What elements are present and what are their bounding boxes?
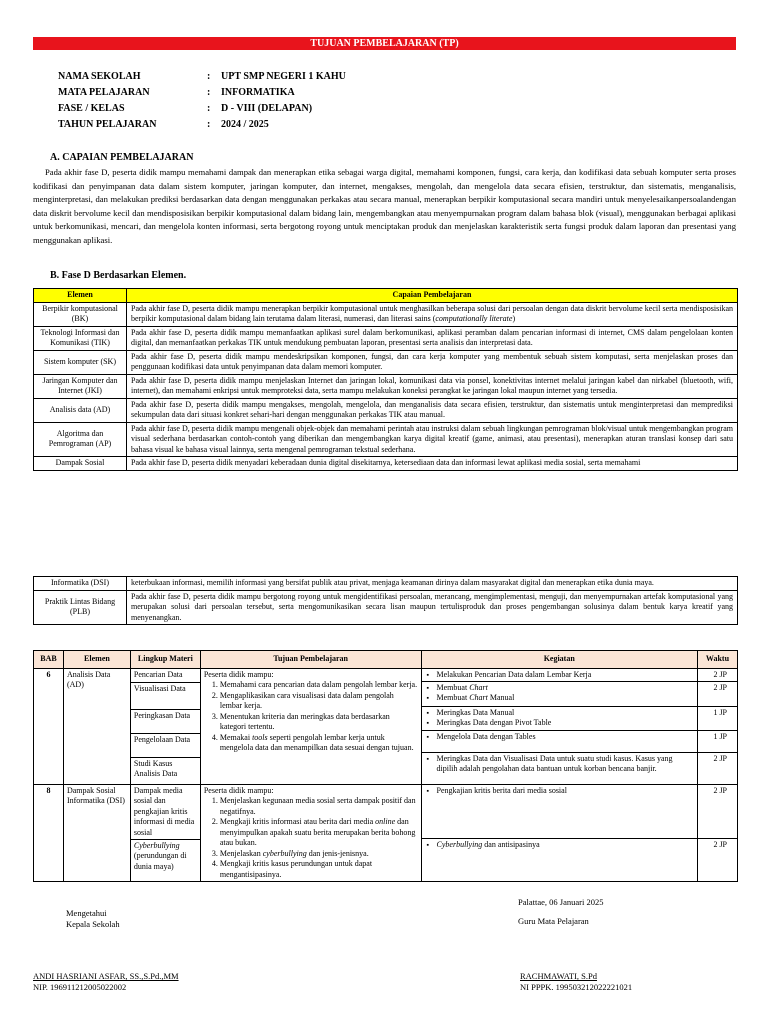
column-header-lingkup: Lingkup Materi [130, 651, 200, 669]
principal-signature-block [33, 971, 179, 993]
info-value: INFORMATIKA [221, 87, 295, 98]
capaian-cell: Pada akhir fase D, peserta didik mampu mendeskripsikan komponen, fungsi, dan cara kerja komputer yang membentuk sebuah sistem komputasi, serta menjelaskan proses dan penggunaan kodifikasi data untuk penyimpanan data dalam memori komputer. [127, 350, 738, 374]
elemen-cell: Berpikir komputasional (BK) [34, 302, 127, 326]
tujuan-list [204, 796, 418, 880]
tujuan-intro: Peserta didik mampu: [203, 669, 274, 679]
kegiatan-item [437, 683, 694, 694]
kegiatan-item: ▪ Mengelola Data dengan Tables [437, 732, 694, 743]
teacher-signature-block [520, 971, 632, 993]
kegiatan-group [422, 681, 697, 706]
elemen-cell: Teknologi Informasi dan Komunikasi (TIK) [34, 326, 127, 350]
column-header-waktu: Waktu [697, 651, 737, 669]
lingkup-item [131, 839, 200, 874]
kegiatan-item: ▪ Meringkas Data Manual [437, 708, 694, 719]
kegiatan-item: ▪ Meringkas Data dan Visualisasi Data untuk suatu studi kasus. Kasus yang dipilih adalah pengolahan data bantuan untuk korban bencana banjir. [437, 754, 694, 775]
tujuan-text: dan menyimpulkan apakah suatu berita merupakan berita bohong atau bukan. [219, 817, 416, 847]
capaian-cell [127, 302, 738, 326]
info-row-school [58, 71, 558, 87]
info-row-subject [58, 87, 558, 103]
lingkup-item: Peringkasan Data [131, 709, 200, 733]
table-row [34, 302, 738, 326]
column-header-elemen: Elemen [34, 289, 127, 303]
lingkup-cell [130, 784, 200, 882]
waktu-value: 2 JP [698, 752, 737, 765]
place-date: Palattae, 06 Januari 2025 [518, 897, 604, 907]
tujuan-item: 1. Memahami cara pencarian data dalam pengolah lembar kerja. [220, 680, 418, 691]
table-row [34, 398, 738, 422]
info-separator: : [207, 119, 211, 130]
kegiatan-cell [421, 668, 697, 784]
kegiatan-group [422, 730, 697, 752]
tujuan-text: seperti pengolah lembar kerja untuk mengelola data dan menampilkan data sesuai dengan tujuan. [219, 732, 414, 752]
teacher-nip: NI PPPK. 199503212022221021 [520, 982, 633, 992]
tujuan-intro: Peserta didik mampu: [203, 785, 274, 795]
signature-right [518, 897, 603, 927]
waktu-value: 2 JP [713, 669, 727, 679]
info-label: NAMA SEKOLAH [58, 71, 141, 82]
tujuan-italic: tools [252, 732, 268, 742]
table-row [34, 326, 738, 350]
info-row-phase [58, 103, 558, 119]
tujuan-text: Mengkaji kritis informasi atau berita dari media [219, 817, 376, 826]
teacher-name: RACHMAWATI, S.Pd [520, 971, 598, 981]
capaian-cell: Pada akhir fase D, peserta didik mampu mengenali objek-objek dan memahami perintah atau instruksi dalam sebuah lingkungan pemrograman blok/visual untuk mengembangkan program visual sederhana berdasarkan contoh-contoh yang diberikan dan mengembangkan karya digital kreatif (game, animasi, atau presentasi), menerapkan aturan translasi konsep dari satu bahasa visual ke bahasa visual lainnya, serta mengenal pemrograman tekstual sederhana. [127, 422, 738, 457]
table-row [34, 422, 738, 457]
tujuan-item [220, 817, 418, 849]
column-header-bab: BAB [34, 651, 64, 669]
elemen-cell: Sistem komputer (SK) [34, 350, 127, 374]
elemen-table [33, 288, 738, 471]
kegiatan-italic: Chart [469, 682, 488, 692]
tujuan-italic: online [375, 817, 396, 826]
kegiatan-item [437, 693, 694, 704]
principal-title: Kepala Sekolah [66, 919, 120, 929]
kegiatan-text: Manual [487, 693, 515, 702]
tujuan-item: 4. Mengkaji kritis kasus perundungan untuk dapat mengantisipasinya. [220, 859, 418, 880]
info-label: TAHUN PELAJARAN [58, 119, 157, 130]
table-row [34, 457, 738, 471]
tujuan-item: 3. Menentukan kriteria dan meringkas data berdasarkan kategori tertentu. [220, 712, 418, 733]
capaian-cell: keterbukaan informasi, memilih informasi yang bersifat publik atau privat, menjaga keamanan dirinya dalam masyarakat digital dan menerapkan etika dunia maya. [127, 577, 738, 591]
elemen-cell: Dampak Sosial [34, 457, 127, 471]
tujuan-item: 2. Mengaplikasikan cara visualisasi data dalam pengolah lembar kerja. [220, 691, 418, 712]
lingkup-text: (perundungan di dunia maya) [133, 851, 187, 871]
table-row [34, 577, 738, 591]
kegiatan-group [422, 752, 697, 776]
section-a-heading: A. CAPAIAN PEMBELAJARAN [50, 152, 194, 163]
tujuan-cell [200, 668, 421, 784]
bab-elemen: Analisis Data (AD) [63, 668, 130, 784]
column-header-tujuan: Tujuan Pembelajaran [200, 651, 421, 669]
capaian-cell: Pada akhir fase D, peserta didik mampu menjelaskan Internet dan jaringan lokal, komunikasi data via ponsel, konektivitas internet melalui jaringan kabel dan nirkabel (bluetooth, wifi, internet), dan memahami enkripsi untuk memproteksi data, serta mampu melakukan koneksi perangkat ke jaringan lokal maupun internet yang tersedia. [127, 374, 738, 398]
waktu-value: 1 JP [698, 730, 737, 752]
column-header-capaian: Capaian Pembelajaran [127, 289, 738, 303]
elemen-cell: Praktik Lintas Bidang (PLB) [34, 590, 127, 625]
capaian-cell: Pada akhir fase D, peserta didik mampu memanfaatkan aplikasi surel dalam berkomunikasi, aplikasi peramban dalam pencarian informasi di internet, CMS dalam pengelolaan konten digital, dan memanfaatkan perkakas TIK untuk mendukung pembuatan laporan, presentasi serta analisis dan interpretasi data. [127, 326, 738, 350]
table-header-row [34, 651, 738, 669]
signature-left [66, 908, 120, 930]
info-separator: : [207, 103, 211, 114]
capaian-text-end: ) [512, 314, 516, 323]
info-value: 2024 / 2025 [221, 119, 269, 130]
lingkup-cell [130, 668, 200, 784]
lingkup-item: Studi Kasus Analisis Data [131, 757, 200, 784]
kegiatan-item [437, 840, 694, 851]
waktu-value: 2 JP [698, 681, 737, 706]
page-title: TUJUAN PEMBELAJARAN (TP) [33, 37, 736, 50]
kegiatan-group [422, 838, 697, 851]
kegiatan-group [422, 669, 697, 681]
kegiatan-italic: Cyberbullying [436, 839, 483, 849]
table-row-bab-8 [34, 784, 738, 882]
tujuan-list [204, 680, 418, 754]
kegiatan-text: Membuat [436, 682, 470, 692]
kegiatan-item: ▪ Pengkajian kritis berita dari media sosial [437, 786, 694, 797]
elemen-cell: Jaringan Komputer dan Internet (JKI) [34, 374, 127, 398]
principal-nip: NIP. 196911212005022002 [33, 982, 127, 992]
principal-name: ANDI HASRIANI ASFAR, SS.,S.Pd.,MM [33, 971, 179, 981]
bab-table [33, 650, 738, 882]
section-b-heading: B. Fase D Berdasarkan Elemen. [50, 270, 187, 281]
table-row [34, 374, 738, 398]
waktu-value: 2 JP [713, 785, 727, 795]
lingkup-item: Visualisasi Data [131, 682, 200, 709]
info-separator: : [207, 87, 211, 98]
info-row-year [58, 119, 558, 135]
tujuan-cell [200, 784, 421, 882]
kegiatan-text: dan antisipasinya [482, 839, 540, 849]
info-separator: : [207, 71, 211, 82]
table-header-row [34, 289, 738, 303]
waktu-value: 1 JP [698, 706, 737, 730]
tujuan-text: Menjelaskan [219, 848, 263, 858]
info-value: UPT SMP NEGERI 1 KAHU [221, 71, 346, 82]
kegiatan-item: ▪ Meringkas Data dengan Pivot Table [437, 718, 694, 729]
info-label: MATA PELAJARAN [58, 87, 150, 98]
table-row [34, 350, 738, 374]
column-header-kegiatan: Kegiatan [421, 651, 697, 669]
bab-elemen: Dampak Sosial Informatika (DSI) [63, 784, 130, 882]
capaian-text: Pada akhir fase D, peserta didik mampu menerapkan berpikir komputasional untuk menghasilkan beberapa solusi dari persoalan dengan data diskrit bervolume kecil serta mendisposisikan berpikir komputasional dalam bidang lain terutama dalam literasi, numerasi, dan literasi sains ( [131, 303, 733, 323]
tujuan-item [220, 849, 418, 860]
table-row [34, 590, 738, 625]
tujuan-item [220, 733, 418, 754]
table-row-bab-6 [34, 668, 738, 784]
capaian-italic: computationally literate [435, 314, 513, 323]
kegiatan-text: Membuat [436, 693, 470, 702]
elemen-cell: Informatika (DSI) [34, 577, 127, 591]
kegiatan-item: ▪ Melakukan Pencarian Data dalam Lembar Kerja [437, 670, 694, 681]
waktu-value: 2 JP [698, 838, 737, 851]
kegiatan-italic: Chart [469, 693, 488, 702]
capaian-cell: Pada akhir fase D, peserta didik mampu bergotong royong untuk mengidentifikasi persoalan, merancang, mengimplementasi, menguji, dan menyempurnakan artefak komputasional yang merupakan solusi dari persoalan tersebut, serta mengomunikasikan secara lisan maupun tertulisproduk dan proses pengembangan solusinya dalam bentuk karya kreatif yang menyenangkan. [127, 590, 738, 625]
tujuan-italic: cyberbullying [262, 848, 307, 858]
acknowledged-label: Mengetahui [66, 908, 107, 918]
capaian-cell: Pada akhir fase D, peserta didik mampu mengakses, mengolah, mengelola, dan menganalisis data secara efisien, terstruktur, dan sistematis untuk menginterpretasi dan memprediksi sekumpulan data dari situasi konkret sehari-hari dengan menggunakan perkakas TIK atau manual. [127, 398, 738, 422]
section-a-paragraph: Pada akhir fase D, peserta didik mampu memahami dampak dan menerapkan etika sebagai warga digital, memahami komponen, fungsi, cara kerja, dan kodifikasi data sebuah komputer serta proses kodifikasi dan penyimpanan data dalam sistem komputer, jaringan komputer, dan internet, mengakses, mengolah, dan mengelola data secara efisien, terstruktur, dan sistematis, menganalisis, menginterpretasi, dan melakukan prediksi berdasarkan data dengan menggunakan perkakas atau secara manual, menerapkan berpikir komputasional secara mandiri untuk menyelesaikanpersoalandengan data diskrit bervolume kecil dan mendisposisikan berpikir komputasional dalam bidang lain, mengembangkan atau menyempurnakan program dalam bahasa blok (visual), menggunakan berbagai aplikasi untuk berkomunikasi, mencari, dan mengelola konten informasi, serta bergotong royong untuk menciptakan produk dan menjelaskan karakteristik serta fungsi produk dalam laporan dan presentasi yang menggunakan aplikasi. [33, 167, 736, 245]
lingkup-italic: Cyberbullying [133, 840, 180, 850]
tujuan-item: 1. Menjelaskan kegunaan media sosial serta dampak positif dan negatifnya. [220, 796, 418, 817]
kegiatan-group [422, 706, 697, 730]
waktu-cell [697, 668, 737, 784]
lingkup-item: Dampak media sosial dan pengkajian kritis informasi di media sosial [133, 785, 195, 837]
bab-number: 6 [34, 668, 64, 784]
capaian-cell: Pada akhir fase D, peserta didik menyadari keberadaan dunia digital disekitarnya, ketersediaan data dan informasi lewat aplikasi media sosial, serta memahami [127, 457, 738, 471]
lingkup-item: Pencarian Data [133, 669, 183, 679]
elemen-cell: Analisis data (AD) [34, 398, 127, 422]
kegiatan-group [422, 785, 697, 838]
lingkup-item: Pengelolaan Data [131, 733, 200, 757]
elemen-cell: Algoritma dan Pemrograman (AP) [34, 422, 127, 457]
column-header-elemen: Elemen [63, 651, 130, 669]
bab-number: 8 [34, 784, 64, 882]
teacher-title: Guru Mata Pelajaran [518, 916, 589, 926]
info-value: D - VIII (DELAPAN) [221, 103, 313, 114]
elemen-table-continued [33, 576, 738, 625]
tujuan-text: dan jenis-jenisnya. [306, 848, 369, 858]
kegiatan-cell [421, 784, 697, 882]
school-info [58, 71, 558, 135]
tujuan-text: Memakai [219, 732, 253, 742]
waktu-cell [697, 784, 737, 882]
info-label: FASE / KELAS [58, 103, 125, 114]
